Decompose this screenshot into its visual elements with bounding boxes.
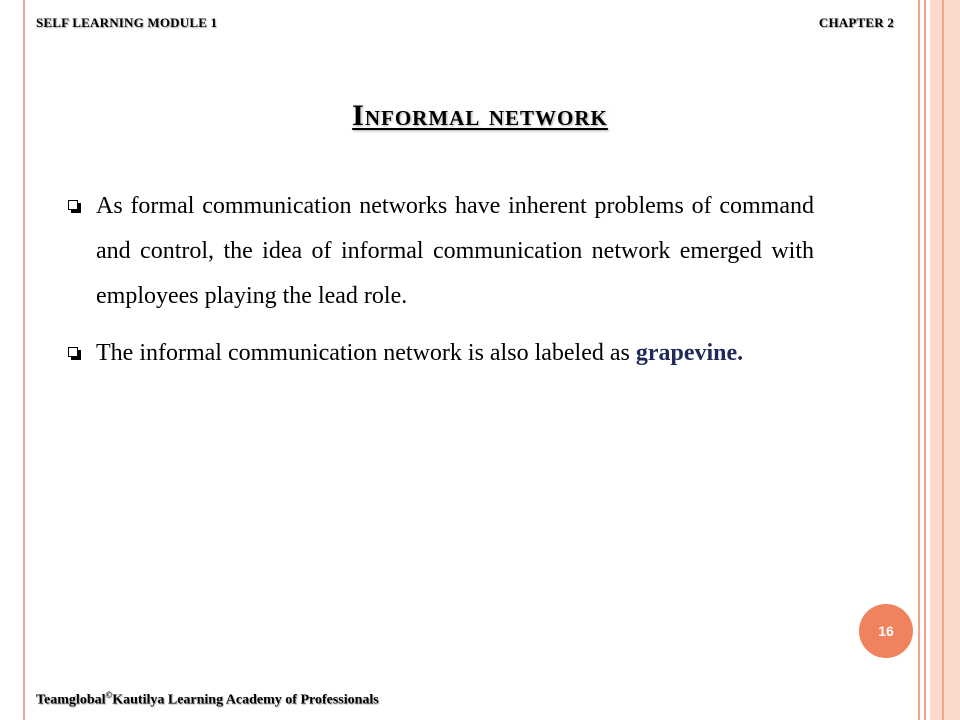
bullet-text: The informal communication network is also labeled as	[96, 340, 636, 366]
bullet-list	[64, 184, 814, 388]
page-number-badge: 16	[859, 604, 913, 658]
bullet-item-grapevine	[64, 331, 814, 376]
square-bullet-icon	[68, 200, 81, 213]
footer-prefix: Teamglobal	[36, 692, 106, 708]
bullet-item-formal-networks	[64, 184, 814, 319]
footer-suffix: Kautilya Learning Academy of Professionals	[112, 692, 379, 708]
copyright-mark: ©	[105, 690, 113, 700]
square-bullet-icon	[68, 347, 81, 360]
bullet-text: As formal communication networks have inherent problems of command and control, the idea of informal communication network emerged with employees playing the lead role.	[96, 193, 814, 309]
header-module-label: SELF LEARNING MODULE 1	[36, 15, 218, 30]
slide-title: Informal network	[352, 99, 608, 132]
footer-credit	[36, 690, 379, 709]
header-chapter-label: CHAPTER 2	[818, 15, 894, 30]
grapevine-term: grapevine.	[635, 340, 744, 366]
